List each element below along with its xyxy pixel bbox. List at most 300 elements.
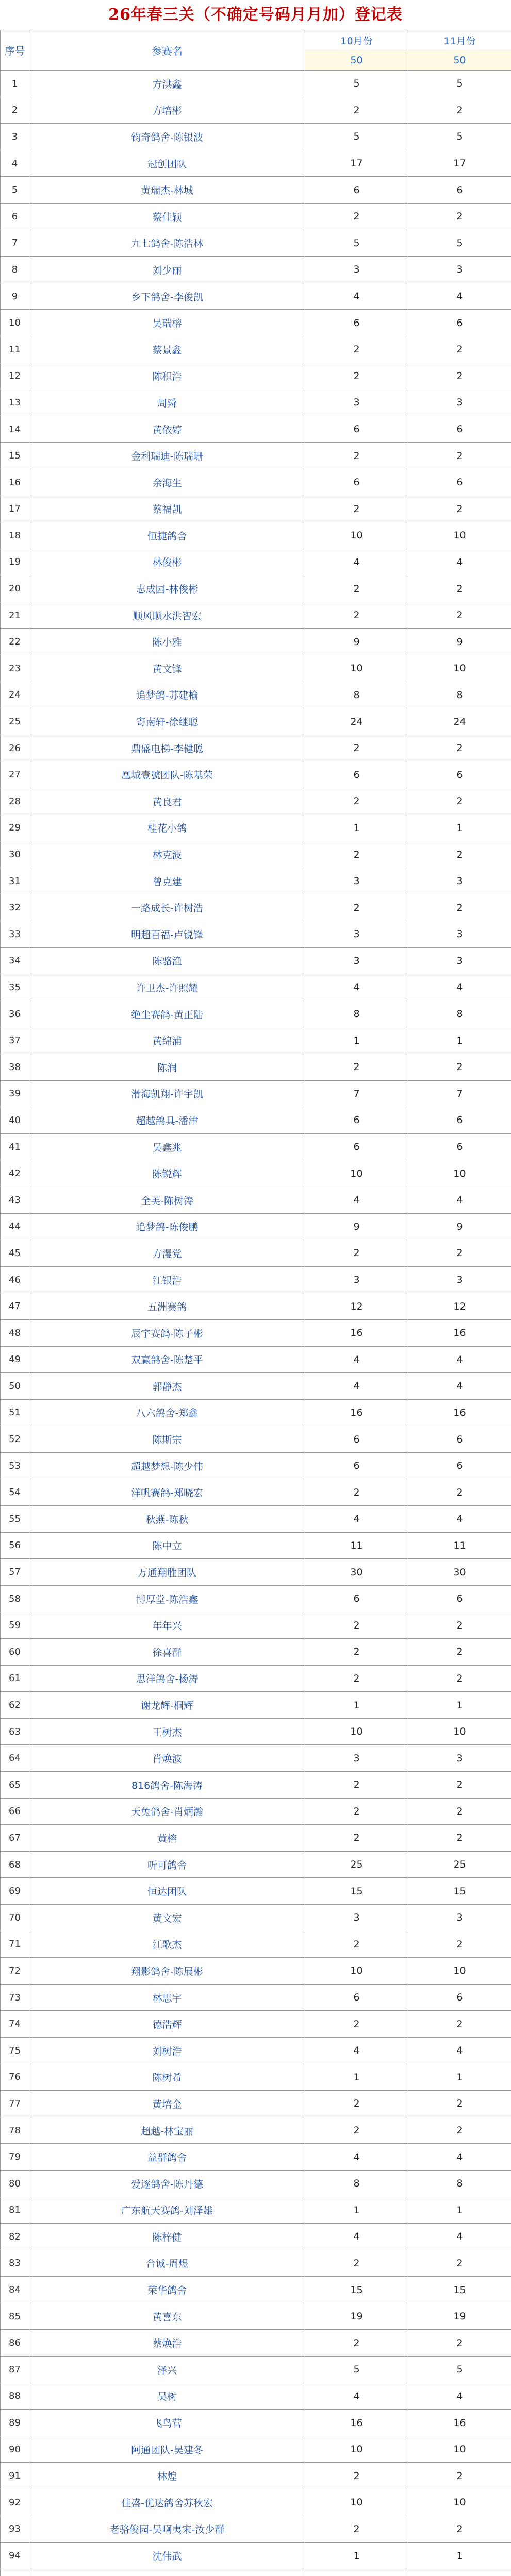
row-seq: 34 bbox=[1, 947, 29, 974]
row-name: 凰城壹號团队-陈基荣 bbox=[29, 761, 305, 788]
table-row bbox=[1, 2410, 511, 2436]
row-name: 蔡福凯 bbox=[29, 496, 305, 522]
table-row bbox=[1, 2436, 511, 2463]
table-row bbox=[1, 257, 511, 283]
row-name: 黄文宏 bbox=[29, 1904, 305, 1931]
row-nov: 2 bbox=[408, 788, 511, 815]
row-oct: 1 bbox=[305, 2197, 408, 2224]
row-oct: 8 bbox=[305, 2170, 408, 2197]
table-row bbox=[1, 416, 511, 443]
row-nov: 2 bbox=[408, 575, 511, 602]
header-seq: 序号 bbox=[1, 30, 29, 71]
row-seq: 28 bbox=[1, 788, 29, 815]
row-oct: 10 bbox=[305, 2436, 408, 2463]
table-row bbox=[1, 1133, 511, 1160]
row-nov: 2 bbox=[408, 443, 511, 469]
table-row bbox=[1, 974, 511, 1001]
row-name: 益群鸽舍 bbox=[29, 2144, 305, 2171]
row-seq: 5 bbox=[1, 177, 29, 204]
row-nov: 6 bbox=[408, 1452, 511, 1479]
row-oct: 3 bbox=[305, 257, 408, 283]
row-nov: 2 bbox=[408, 1612, 511, 1639]
row-name: 志成园-林俊彬 bbox=[29, 575, 305, 602]
row-name: 吴树 bbox=[29, 2383, 305, 2410]
row-nov: 3 bbox=[408, 921, 511, 948]
row-name: 顺风顺水洪智宏 bbox=[29, 602, 305, 629]
row-seq: 93 bbox=[1, 2516, 29, 2543]
row-seq: 56 bbox=[1, 1532, 29, 1559]
header-oct: 10月份 bbox=[305, 30, 408, 50]
row-name: 肖焕波 bbox=[29, 1745, 305, 1772]
row-nov: 3 bbox=[408, 257, 511, 283]
table-row bbox=[1, 336, 511, 363]
table-row bbox=[1, 1080, 511, 1107]
row-nov: 6 bbox=[408, 761, 511, 788]
row-nov: 6 bbox=[408, 310, 511, 336]
row-name: 一路成长-许树浩 bbox=[29, 894, 305, 921]
table-row bbox=[1, 1718, 511, 1745]
row-oct: 19 bbox=[305, 2303, 408, 2330]
row-nov: 4 bbox=[408, 2383, 511, 2410]
row-nov: 1 bbox=[408, 1692, 511, 1719]
row-nov: 24 bbox=[408, 708, 511, 735]
row-nov: 4 bbox=[408, 2224, 511, 2250]
row-name: 黄瑞杰-林城 bbox=[29, 177, 305, 204]
row-nov: 1 bbox=[408, 1027, 511, 1054]
row-nov: 7 bbox=[408, 1080, 511, 1107]
row-name: 博厚堂-陈浩鑫 bbox=[29, 1585, 305, 1612]
row-oct: 2 bbox=[305, 2330, 408, 2357]
row-oct: 1 bbox=[305, 815, 408, 841]
row-seq: 91 bbox=[1, 2463, 29, 2489]
row-seq: 55 bbox=[1, 1506, 29, 1533]
row-seq: 33 bbox=[1, 921, 29, 948]
row-seq: 42 bbox=[1, 1160, 29, 1187]
row-oct: 2 bbox=[305, 1931, 408, 1958]
row-name: 恒达团队 bbox=[29, 1878, 305, 1905]
row-nov: 2 bbox=[408, 1054, 511, 1080]
row-nov: 12 bbox=[408, 1293, 511, 1320]
table-row bbox=[1, 177, 511, 204]
row-name: 谢龙辉-桐辉 bbox=[29, 1692, 305, 1719]
row-seq: 58 bbox=[1, 1585, 29, 1612]
row-nov: 4 bbox=[408, 549, 511, 575]
row-nov: 2 bbox=[408, 496, 511, 522]
row-name: 乡下鸽舍-李俊凯 bbox=[29, 283, 305, 310]
row-seq: 24 bbox=[1, 682, 29, 708]
row-seq: 87 bbox=[1, 2357, 29, 2383]
row-oct: 4 bbox=[305, 1187, 408, 1213]
row-oct: 3 bbox=[305, 947, 408, 974]
row-name: 双赢鸽舍-陈楚平 bbox=[29, 1346, 305, 1373]
row-name: 荣华鸽舍 bbox=[29, 2277, 305, 2303]
row-name: 816鸽舍-陈海涛 bbox=[29, 1772, 305, 1799]
row-nov: 2 bbox=[408, 2117, 511, 2144]
table-row bbox=[1, 2330, 511, 2357]
row-oct: 4 bbox=[305, 974, 408, 1001]
row-name: 八六鸽舍-郑鑫 bbox=[29, 1399, 305, 1426]
row-name: 曾克建 bbox=[29, 868, 305, 894]
row-seq: 89 bbox=[1, 2410, 29, 2436]
row-name: 恒捷鸽舍 bbox=[29, 522, 305, 549]
row-seq: 22 bbox=[1, 629, 29, 655]
row-name: 陈积浩 bbox=[29, 363, 305, 389]
row-seq: 30 bbox=[1, 841, 29, 868]
table-row bbox=[1, 947, 511, 974]
row-name: 老骆俊园-吴啊夷宋-汝少群 bbox=[29, 2516, 305, 2543]
row-nov: 3 bbox=[408, 1745, 511, 1772]
row-oct: 16 bbox=[305, 1399, 408, 1426]
row-oct: 2 bbox=[305, 443, 408, 469]
row-name: 全英-陈树涛 bbox=[29, 1187, 305, 1213]
row-name: 黄榕 bbox=[29, 1825, 305, 1852]
table-row bbox=[1, 469, 511, 496]
row-oct: 3 bbox=[305, 1745, 408, 1772]
row-seq: 40 bbox=[1, 1107, 29, 1134]
row-oct: 2 bbox=[305, 2250, 408, 2277]
row-oct: 2 bbox=[305, 1054, 408, 1080]
row-oct: 4 bbox=[305, 1373, 408, 1400]
table-row bbox=[1, 1054, 511, 1080]
row-name: 黄良君 bbox=[29, 788, 305, 815]
row-name: 辰宇赛鸽-陈子彬 bbox=[29, 1319, 305, 1346]
row-name: 滑海凯翔-许宇凯 bbox=[29, 1080, 305, 1107]
table-row bbox=[1, 1878, 511, 1905]
row-nov: 1 bbox=[408, 2064, 511, 2091]
row-seq: 46 bbox=[1, 1266, 29, 1293]
table-row bbox=[1, 1027, 511, 1054]
row-name: 超越鸽具-潘津 bbox=[29, 1107, 305, 1134]
table-row bbox=[1, 2277, 511, 2303]
row-oct: 2 bbox=[305, 1665, 408, 1692]
row-oct: 1 bbox=[305, 1027, 408, 1054]
row-nov: 2 bbox=[408, 2250, 511, 2277]
table-row bbox=[1, 389, 511, 416]
row-nov: 2 bbox=[408, 894, 511, 921]
row-name: 蔡佳颖 bbox=[29, 203, 305, 230]
row-seq: 4 bbox=[1, 150, 29, 177]
row-nov: 6 bbox=[408, 416, 511, 443]
row-oct: 2 bbox=[305, 97, 408, 124]
table-body bbox=[1, 71, 511, 2576]
row-name: 周舜 bbox=[29, 389, 305, 416]
table-row bbox=[1, 2224, 511, 2250]
row-oct: 2 bbox=[305, 2091, 408, 2117]
row-seq: 6 bbox=[1, 203, 29, 230]
row-oct: 4 bbox=[305, 549, 408, 575]
row-nov: 2 bbox=[408, 1798, 511, 1825]
row-nov: 15 bbox=[408, 2277, 511, 2303]
row-oct: 2 bbox=[305, 2463, 408, 2489]
row-name: 五洲赛鸽 bbox=[29, 1293, 305, 1320]
table-row bbox=[1, 1426, 511, 1453]
table-row bbox=[1, 1001, 511, 1027]
row-nov: 6 bbox=[408, 1984, 511, 2011]
row-oct: 2 bbox=[305, 1479, 408, 1506]
row-nov: 2 bbox=[408, 203, 511, 230]
row-name: 黄培金 bbox=[29, 2091, 305, 2117]
table-row bbox=[1, 1745, 511, 1772]
table-row bbox=[1, 1452, 511, 1479]
row-name: 林煌 bbox=[29, 2463, 305, 2489]
row-name: 黄依婷 bbox=[29, 416, 305, 443]
table-row bbox=[1, 575, 511, 602]
row-seq: 92 bbox=[1, 2489, 29, 2516]
row-oct: 3 bbox=[305, 389, 408, 416]
registration-table bbox=[0, 30, 511, 2576]
row-seq: 79 bbox=[1, 2144, 29, 2171]
row-name: 黄绵浦 bbox=[29, 1027, 305, 1054]
row-name: 泽兴 bbox=[29, 2357, 305, 2383]
row-name: 林克波 bbox=[29, 841, 305, 868]
row-oct: 6 bbox=[305, 177, 408, 204]
row-name: 绝尘赛鸽-黄正陆 bbox=[29, 1001, 305, 1027]
row-name: 佳盛-优达鸽舍苏秋宏 bbox=[29, 2489, 305, 2516]
table-row bbox=[1, 2197, 511, 2224]
row-name: 吴鑫兆 bbox=[29, 1133, 305, 1160]
row-nov: 10 bbox=[408, 1958, 511, 1985]
row-name: 超越梦想-陈少伟 bbox=[29, 1452, 305, 1479]
row-seq: 16 bbox=[1, 469, 29, 496]
row-name: 万通翔胜团队 bbox=[29, 1559, 305, 1586]
table-row bbox=[1, 2569, 511, 2576]
row-nov: 2 bbox=[408, 1825, 511, 1852]
table-row bbox=[1, 2064, 511, 2091]
table-row bbox=[1, 2383, 511, 2410]
table-row bbox=[1, 1559, 511, 1586]
row-nov: 15 bbox=[408, 1878, 511, 1905]
row-oct: 2 bbox=[305, 575, 408, 602]
row-nov: 2 bbox=[408, 2011, 511, 2038]
row-seq: 48 bbox=[1, 1319, 29, 1346]
row-seq: 54 bbox=[1, 1479, 29, 1506]
row-name: 陈梓健 bbox=[29, 2224, 305, 2250]
row-oct: 1 bbox=[305, 2064, 408, 2091]
row-oct: 10 bbox=[305, 655, 408, 682]
row-nov: 4 bbox=[408, 1346, 511, 1373]
table-row bbox=[1, 1187, 511, 1213]
row-seq: 2 bbox=[1, 97, 29, 124]
row-oct: 16 bbox=[305, 2410, 408, 2436]
row-oct: 2 bbox=[305, 203, 408, 230]
row-seq: 94 bbox=[1, 2543, 29, 2569]
row-name: 方漫党 bbox=[29, 1240, 305, 1267]
table-row bbox=[1, 310, 511, 336]
row-nov: 3 bbox=[408, 947, 511, 974]
table-row bbox=[1, 921, 511, 948]
row-nov: 2 bbox=[408, 2516, 511, 2543]
row-seq: 45 bbox=[1, 1240, 29, 1267]
table-row bbox=[1, 1851, 511, 1878]
row-seq: 43 bbox=[1, 1187, 29, 1213]
row-seq bbox=[1, 2569, 29, 2576]
row-name: 沈伟武 bbox=[29, 2543, 305, 2569]
row-oct: 2 bbox=[305, 1772, 408, 1799]
row-oct: 6 bbox=[305, 310, 408, 336]
row-nov: 10 bbox=[408, 655, 511, 682]
row-nov: 2 bbox=[408, 841, 511, 868]
row-oct: 6 bbox=[305, 761, 408, 788]
table-row bbox=[1, 1479, 511, 1506]
table-row bbox=[1, 1266, 511, 1293]
row-oct: 2 bbox=[305, 841, 408, 868]
row-nov: 2 bbox=[408, 2463, 511, 2489]
row-seq: 74 bbox=[1, 2011, 29, 2038]
row-nov: 19 bbox=[408, 2303, 511, 2330]
table-row bbox=[1, 203, 511, 230]
row-name: 方培彬 bbox=[29, 97, 305, 124]
table-row bbox=[1, 1346, 511, 1373]
row-nov: 4 bbox=[408, 1373, 511, 1400]
row-name: 黄文锋 bbox=[29, 655, 305, 682]
row-oct: 2 bbox=[305, 1612, 408, 1639]
row-name: 洋帆赛鸽-郑晓宏 bbox=[29, 1479, 305, 1506]
row-name: 桂花小鸽 bbox=[29, 815, 305, 841]
row-name: 蔡景鑫 bbox=[29, 336, 305, 363]
row-seq: 65 bbox=[1, 1772, 29, 1799]
row-nov: 2 bbox=[408, 1479, 511, 1506]
table-row bbox=[1, 230, 511, 257]
row-seq: 18 bbox=[1, 522, 29, 549]
table-row bbox=[1, 1931, 511, 1958]
row-oct: 10 bbox=[305, 1958, 408, 1985]
row-seq: 77 bbox=[1, 2091, 29, 2117]
row-nov: 10 bbox=[408, 522, 511, 549]
row-seq: 31 bbox=[1, 868, 29, 894]
row-name: 王树杰 bbox=[29, 1718, 305, 1745]
table-row bbox=[1, 283, 511, 310]
row-oct: 11 bbox=[305, 1532, 408, 1559]
row-seq: 59 bbox=[1, 1612, 29, 1639]
row-oct: 16 bbox=[305, 1319, 408, 1346]
row-seq: 60 bbox=[1, 1639, 29, 1666]
row-nov: 17 bbox=[408, 150, 511, 177]
row-name: 德浩辉 bbox=[29, 2011, 305, 2038]
row-nov: 8 bbox=[408, 1001, 511, 1027]
row-nov: 2 bbox=[408, 336, 511, 363]
row-nov: 16 bbox=[408, 2410, 511, 2436]
row-oct: 6 bbox=[305, 1426, 408, 1453]
table-row bbox=[1, 602, 511, 629]
table-row bbox=[1, 655, 511, 682]
row-seq: 8 bbox=[1, 257, 29, 283]
row-seq: 86 bbox=[1, 2330, 29, 2357]
row-name: 江歌杰 bbox=[29, 1931, 305, 1958]
row-seq: 66 bbox=[1, 1798, 29, 1825]
header-name: 参赛名 bbox=[29, 30, 305, 71]
row-oct: 2 bbox=[305, 336, 408, 363]
row-oct: 2 bbox=[305, 1798, 408, 1825]
table-row bbox=[1, 2011, 511, 2038]
row-name: 陈润 bbox=[29, 1054, 305, 1080]
row-nov: 2 bbox=[408, 2330, 511, 2357]
table-row bbox=[1, 629, 511, 655]
row-name: 追梦鸽-苏建榆 bbox=[29, 682, 305, 708]
table-row bbox=[1, 2091, 511, 2117]
row-oct: 6 bbox=[305, 1133, 408, 1160]
table-row bbox=[1, 2303, 511, 2330]
row-nov: 8 bbox=[408, 682, 511, 708]
row-seq: 21 bbox=[1, 602, 29, 629]
row-oct: 4 bbox=[305, 1506, 408, 1533]
table-row bbox=[1, 549, 511, 575]
row-nov: 6 bbox=[408, 469, 511, 496]
row-oct: 7 bbox=[305, 1080, 408, 1107]
table-row bbox=[1, 682, 511, 708]
table-row bbox=[1, 1692, 511, 1719]
row-seq: 53 bbox=[1, 1452, 29, 1479]
row-nov: 16 bbox=[408, 1399, 511, 1426]
table-row bbox=[1, 1213, 511, 1240]
row-seq: 1 bbox=[1, 71, 29, 97]
row-seq: 84 bbox=[1, 2277, 29, 2303]
row-oct: 9 bbox=[305, 1213, 408, 1240]
row-oct: 2 bbox=[305, 894, 408, 921]
table-row bbox=[1, 1160, 511, 1187]
row-oct: 2 bbox=[305, 496, 408, 522]
row-seq: 25 bbox=[1, 708, 29, 735]
row-nov: 2 bbox=[408, 1665, 511, 1692]
header-oct-total: 50 bbox=[305, 50, 408, 71]
table-row bbox=[1, 443, 511, 469]
table-row bbox=[1, 522, 511, 549]
row-nov: 8 bbox=[408, 2170, 511, 2197]
table-row bbox=[1, 2543, 511, 2569]
table-row bbox=[1, 2170, 511, 2197]
sheet-title: 26年春三关（不确定号码月月加）登记表 bbox=[108, 6, 403, 24]
row-oct: 17 bbox=[305, 150, 408, 177]
row-oct: 6 bbox=[305, 416, 408, 443]
row-seq: 82 bbox=[1, 2224, 29, 2250]
row-seq: 88 bbox=[1, 2383, 29, 2410]
row-oct: 3 bbox=[305, 921, 408, 948]
row-name bbox=[29, 2569, 305, 2576]
row-nov: 4 bbox=[408, 283, 511, 310]
row-seq: 61 bbox=[1, 1665, 29, 1692]
row-oct: 9 bbox=[305, 629, 408, 655]
row-name: 爱逐鸽舍-陈丹德 bbox=[29, 2170, 305, 2197]
table-row bbox=[1, 1373, 511, 1400]
row-nov: 10 bbox=[408, 1160, 511, 1187]
row-nov: 25 bbox=[408, 1851, 511, 1878]
row-seq: 23 bbox=[1, 655, 29, 682]
row-name: 九七鸽舍-陈浩林 bbox=[29, 230, 305, 257]
table-row bbox=[1, 1639, 511, 1666]
row-oct: 2 bbox=[305, 2117, 408, 2144]
row-nov: 1 bbox=[408, 2197, 511, 2224]
row-oct: 2 bbox=[305, 1825, 408, 1852]
row-nov: 2 bbox=[408, 735, 511, 761]
row-oct: 2 bbox=[305, 735, 408, 761]
row-seq: 12 bbox=[1, 363, 29, 389]
row-nov: 10 bbox=[408, 1718, 511, 1745]
header-nov-total: 50 bbox=[408, 50, 511, 71]
row-name: 听可鸽舍 bbox=[29, 1851, 305, 1878]
row-nov: 4 bbox=[408, 1506, 511, 1533]
row-seq: 20 bbox=[1, 575, 29, 602]
row-oct: 30 bbox=[305, 1559, 408, 1586]
row-nov: 3 bbox=[408, 1904, 511, 1931]
row-seq: 35 bbox=[1, 974, 29, 1001]
row-nov: 30 bbox=[408, 1559, 511, 1586]
table-row bbox=[1, 2037, 511, 2064]
row-name: 年年兴 bbox=[29, 1612, 305, 1639]
row-name: 陈骆渔 bbox=[29, 947, 305, 974]
table-row bbox=[1, 1772, 511, 1799]
row-name: 合诚-周煜 bbox=[29, 2250, 305, 2277]
table-row bbox=[1, 708, 511, 735]
row-oct: 24 bbox=[305, 708, 408, 735]
